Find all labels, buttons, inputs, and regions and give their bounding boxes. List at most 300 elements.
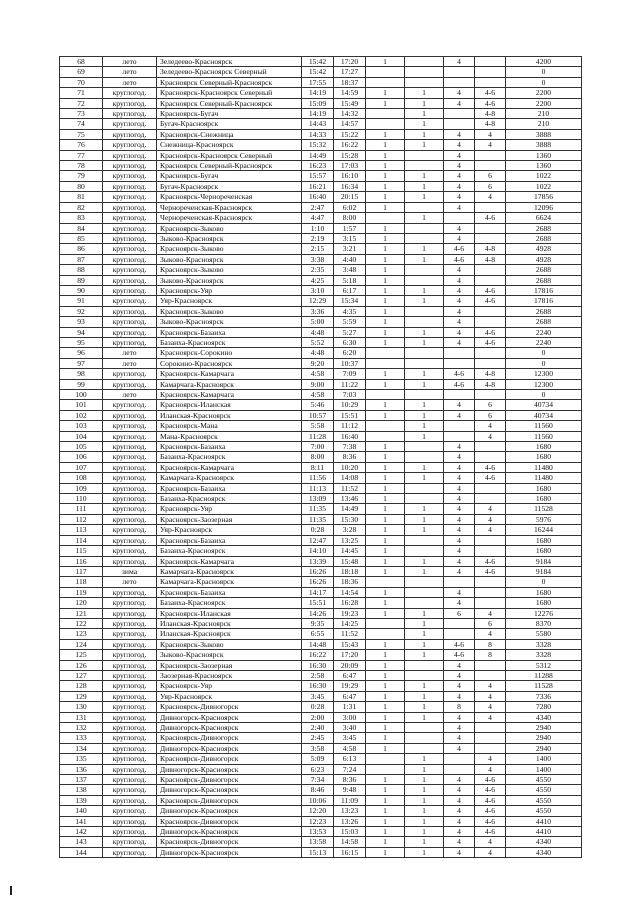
- arrival-time-cell: 3:40: [334, 723, 366, 733]
- table-row: [60, 639, 582, 649]
- arrival-time-cell: 3:45: [334, 733, 366, 743]
- season-cell: круглогод.: [103, 88, 157, 98]
- amount-cell: 7280: [506, 702, 582, 712]
- car-count-a-cell: 4-6: [444, 254, 475, 264]
- flag-b-cell: [405, 670, 444, 680]
- flag-a-cell: 1: [366, 265, 405, 275]
- flag-a-cell: 1: [366, 702, 405, 712]
- flag-a-cell: [366, 119, 405, 129]
- flag-b-cell: 1: [405, 691, 444, 701]
- flag-b-cell: 1: [405, 285, 444, 295]
- arrival-time-cell: 14:49: [334, 504, 366, 514]
- table-row: [60, 629, 582, 639]
- flag-a-cell: 1: [366, 57, 405, 67]
- arrival-time-cell: 3:28: [334, 525, 366, 535]
- departure-time-cell: 1:10: [302, 223, 334, 233]
- car-count-b-cell: 4-6: [475, 566, 506, 576]
- car-count-a-cell: 4: [444, 775, 475, 785]
- table-row: [60, 733, 582, 743]
- departure-time-cell: 5:00: [302, 317, 334, 327]
- route-cell: Красноярск-Камарчага: [157, 556, 302, 566]
- table-row: [60, 192, 582, 202]
- row-number-cell: 70: [60, 77, 103, 87]
- amount-cell: 12276: [506, 608, 582, 618]
- flag-a-cell: 1: [366, 723, 405, 733]
- departure-time-cell: 3:58: [302, 743, 334, 753]
- row-number-cell: 109: [60, 483, 103, 493]
- row-number-cell: 78: [60, 161, 103, 171]
- amount-cell: 1680: [506, 494, 582, 504]
- season-cell: круглогод.: [103, 639, 157, 649]
- departure-time-cell: 9:00: [302, 379, 334, 389]
- flag-b-cell: [405, 598, 444, 608]
- arrival-time-cell: 13:26: [334, 816, 366, 826]
- flag-b-cell: 1: [405, 806, 444, 816]
- flag-a-cell: 1: [366, 514, 405, 524]
- departure-time-cell: 9:20: [302, 358, 334, 368]
- table-row: [60, 618, 582, 628]
- car-count-b-cell: [475, 57, 506, 67]
- flag-a-cell: 1: [366, 337, 405, 347]
- season-cell: круглогод.: [103, 400, 157, 410]
- route-cell: Дивногорск-Красноярск: [157, 743, 302, 753]
- arrival-time-cell: 16:22: [334, 140, 366, 150]
- flag-b-cell: 1: [405, 369, 444, 379]
- flag-a-cell: 1: [366, 712, 405, 722]
- route-cell: Базаиха-Красноярск: [157, 546, 302, 556]
- season-cell: круглогод.: [103, 816, 157, 826]
- car-count-b-cell: 4-6: [475, 775, 506, 785]
- row-number-cell: 121: [60, 608, 103, 618]
- table-row: [60, 670, 582, 680]
- table-row: [60, 233, 582, 243]
- flag-a-cell: 1: [366, 317, 405, 327]
- flag-a-cell: [366, 764, 405, 774]
- season-cell: круглогод.: [103, 629, 157, 639]
- route-cell: Красноярск-Дивногорск: [157, 837, 302, 847]
- row-number-cell: 71: [60, 88, 103, 98]
- car-count-a-cell: 4: [444, 566, 475, 576]
- table-row: [60, 598, 582, 608]
- table-row: [60, 129, 582, 139]
- table-row: [60, 681, 582, 691]
- flag-b-cell: 1: [405, 296, 444, 306]
- departure-time-cell: 14:10: [302, 546, 334, 556]
- arrival-time-cell: 20:09: [334, 660, 366, 670]
- car-count-a-cell: [444, 431, 475, 441]
- departure-time-cell: 4:48: [302, 327, 334, 337]
- car-count-b-cell: [475, 598, 506, 608]
- season-cell: круглогод.: [103, 670, 157, 680]
- table-row: [60, 337, 582, 347]
- route-cell: Красноярск-Мана: [157, 421, 302, 431]
- season-cell: круглогод.: [103, 483, 157, 493]
- departure-time-cell: 4:48: [302, 348, 334, 358]
- departure-time-cell: 16:22: [302, 650, 334, 660]
- route-cell: Дивногорск-Красноярск: [157, 723, 302, 733]
- row-number-cell: 130: [60, 702, 103, 712]
- season-cell: круглогод.: [103, 546, 157, 556]
- amount-cell: 6624: [506, 213, 582, 223]
- departure-time-cell: 2:00: [302, 712, 334, 722]
- car-count-b-cell: [475, 452, 506, 462]
- amount-cell: 4410: [506, 827, 582, 837]
- flag-a-cell: 1: [366, 827, 405, 837]
- season-cell: круглогод.: [103, 785, 157, 795]
- car-count-a-cell: 4: [444, 192, 475, 202]
- departure-time-cell: 9:35: [302, 618, 334, 628]
- amount-cell: 0: [506, 358, 582, 368]
- table-row: [60, 827, 582, 837]
- car-count-b-cell: 4-6: [475, 827, 506, 837]
- departure-time-cell: 7:00: [302, 442, 334, 452]
- table-row: [60, 535, 582, 545]
- season-cell: круглогод.: [103, 109, 157, 119]
- flag-b-cell: [405, 306, 444, 316]
- car-count-b-cell: [475, 535, 506, 545]
- flag-a-cell: 1: [366, 306, 405, 316]
- car-count-b-cell: 4-6: [475, 556, 506, 566]
- season-cell: круглогод.: [103, 233, 157, 243]
- car-count-a-cell: 4: [444, 98, 475, 108]
- arrival-time-cell: 11:52: [334, 483, 366, 493]
- amount-cell: 1360: [506, 161, 582, 171]
- row-number-cell: 144: [60, 847, 103, 857]
- table-row: [60, 379, 582, 389]
- car-count-b-cell: 4: [475, 421, 506, 431]
- departure-time-cell: 16:23: [302, 161, 334, 171]
- flag-b-cell: 1: [405, 650, 444, 660]
- departure-time-cell: 13:58: [302, 837, 334, 847]
- season-cell: круглогод.: [103, 171, 157, 181]
- flag-b-cell: [405, 723, 444, 733]
- amount-cell: 1022: [506, 181, 582, 191]
- amount-cell: 7336: [506, 691, 582, 701]
- amount-cell: 11560: [506, 431, 582, 441]
- row-number-cell: 102: [60, 410, 103, 420]
- route-cell: Уяр-Красноярск: [157, 525, 302, 535]
- arrival-time-cell: 1:57: [334, 223, 366, 233]
- flag-a-cell: 1: [366, 775, 405, 785]
- amount-cell: 17816: [506, 285, 582, 295]
- flag-b-cell: 1: [405, 556, 444, 566]
- car-count-b-cell: [475, 670, 506, 680]
- arrival-time-cell: 14:08: [334, 473, 366, 483]
- car-count-a-cell: 4: [444, 171, 475, 181]
- flag-b-cell: [405, 202, 444, 212]
- amount-cell: 4340: [506, 837, 582, 847]
- car-count-b-cell: 4-6: [475, 462, 506, 472]
- route-cell: Красноярск-Бугач: [157, 109, 302, 119]
- table-row: [60, 213, 582, 223]
- car-count-a-cell: 4: [444, 681, 475, 691]
- flag-a-cell: 1: [366, 442, 405, 452]
- flag-a-cell: 1: [366, 327, 405, 337]
- row-number-cell: 104: [60, 431, 103, 441]
- arrival-time-cell: 4:35: [334, 306, 366, 316]
- flag-a-cell: [366, 421, 405, 431]
- car-count-a-cell: 4: [444, 317, 475, 327]
- arrival-time-cell: 16:28: [334, 598, 366, 608]
- flag-b-cell: 1: [405, 785, 444, 795]
- car-count-b-cell: [475, 358, 506, 368]
- arrival-time-cell: 13:23: [334, 806, 366, 816]
- arrival-time-cell: 5:59: [334, 317, 366, 327]
- car-count-b-cell: 4: [475, 608, 506, 618]
- arrival-time-cell: 5:27: [334, 327, 366, 337]
- arrival-time-cell: 14:54: [334, 587, 366, 597]
- row-number-cell: 114: [60, 535, 103, 545]
- table-row: [60, 358, 582, 368]
- route-cell: Дивногорск-Красноярск: [157, 764, 302, 774]
- amount-cell: 1400: [506, 754, 582, 764]
- table-row: [60, 140, 582, 150]
- car-count-b-cell: 4-6: [475, 98, 506, 108]
- season-cell: круглогод.: [103, 462, 157, 472]
- row-number-cell: 90: [60, 285, 103, 295]
- route-cell: Красноярск Северный-Красноярск: [157, 77, 302, 87]
- flag-b-cell: [405, 77, 444, 87]
- row-number-cell: 124: [60, 639, 103, 649]
- table-row: [60, 88, 582, 98]
- amount-cell: 1680: [506, 546, 582, 556]
- flag-b-cell: [405, 265, 444, 275]
- arrival-time-cell: 5:18: [334, 275, 366, 285]
- route-cell: Иланская-Красноярск: [157, 629, 302, 639]
- departure-time-cell: 11:13: [302, 483, 334, 493]
- flag-a-cell: 1: [366, 161, 405, 171]
- season-cell: круглогод.: [103, 431, 157, 441]
- row-number-cell: 94: [60, 327, 103, 337]
- season-cell: круглогод.: [103, 618, 157, 628]
- car-count-a-cell: 4-6: [444, 379, 475, 389]
- amount-cell: 4928: [506, 244, 582, 254]
- route-cell: Красноярск Северный-Красноярск: [157, 98, 302, 108]
- season-cell: круглогод.: [103, 681, 157, 691]
- flag-b-cell: 1: [405, 192, 444, 202]
- route-cell: Красноярск-Сорокино: [157, 348, 302, 358]
- season-cell: круглогод.: [103, 337, 157, 347]
- arrival-time-cell: 15:03: [334, 827, 366, 837]
- route-cell: Красноярск-Бугач: [157, 171, 302, 181]
- departure-time-cell: 2:40: [302, 723, 334, 733]
- car-count-a-cell: 4: [444, 275, 475, 285]
- departure-time-cell: 14:33: [302, 129, 334, 139]
- table-row: [60, 410, 582, 420]
- row-number-cell: 118: [60, 577, 103, 587]
- row-number-cell: 123: [60, 629, 103, 639]
- car-count-b-cell: 4-6: [475, 327, 506, 337]
- car-count-a-cell: 4: [444, 723, 475, 733]
- route-cell: Базаиха-Красноярск: [157, 494, 302, 504]
- table-row: [60, 723, 582, 733]
- flag-b-cell: 1: [405, 244, 444, 254]
- arrival-time-cell: 20:15: [334, 192, 366, 202]
- route-cell: Зыково-Красноярск: [157, 254, 302, 264]
- route-cell: Дивногорск-Красноярск: [157, 827, 302, 837]
- amount-cell: 2240: [506, 337, 582, 347]
- season-cell: круглогод.: [103, 494, 157, 504]
- route-cell: Красноярск-Иланская: [157, 400, 302, 410]
- route-cell: Красноярск-Заозерная: [157, 660, 302, 670]
- row-number-cell: 133: [60, 733, 103, 743]
- flag-b-cell: 1: [405, 525, 444, 535]
- table-row: [60, 109, 582, 119]
- departure-time-cell: 0:28: [302, 525, 334, 535]
- amount-cell: 12300: [506, 379, 582, 389]
- route-cell: Красноярск-Дивногорск: [157, 816, 302, 826]
- route-cell: Красноярск-Красноярск Северный: [157, 150, 302, 160]
- car-count-b-cell: 4-6: [475, 816, 506, 826]
- amount-cell: 2940: [506, 743, 582, 753]
- car-count-a-cell: 4: [444, 265, 475, 275]
- flag-a-cell: 1: [366, 546, 405, 556]
- departure-time-cell: 12:47: [302, 535, 334, 545]
- row-number-cell: 89: [60, 275, 103, 285]
- departure-time-cell: 2:19: [302, 233, 334, 243]
- season-cell: круглогод.: [103, 847, 157, 857]
- flag-b-cell: [405, 587, 444, 597]
- arrival-time-cell: 3:00: [334, 712, 366, 722]
- car-count-a-cell: 4: [444, 400, 475, 410]
- table-row: [60, 254, 582, 264]
- amount-cell: 16244: [506, 525, 582, 535]
- row-number-cell: 135: [60, 754, 103, 764]
- schedule-table: [59, 56, 582, 858]
- amount-cell: 11528: [506, 504, 582, 514]
- flag-b-cell: 1: [405, 827, 444, 837]
- arrival-time-cell: 16:15: [334, 847, 366, 857]
- arrival-time-cell: 10:29: [334, 400, 366, 410]
- amount-cell: 2688: [506, 265, 582, 275]
- route-cell: Базаиха-Красноярск: [157, 598, 302, 608]
- car-count-b-cell: 8: [475, 639, 506, 649]
- amount-cell: 4550: [506, 775, 582, 785]
- flag-a-cell: 1: [366, 254, 405, 264]
- flag-a-cell: 1: [366, 98, 405, 108]
- amount-cell: 11480: [506, 462, 582, 472]
- car-count-b-cell: 4: [475, 525, 506, 535]
- flag-a-cell: 1: [366, 535, 405, 545]
- table-row: [60, 421, 582, 431]
- flag-b-cell: 1: [405, 795, 444, 805]
- departure-time-cell: 10:06: [302, 795, 334, 805]
- table-row: [60, 837, 582, 847]
- flag-a-cell: 1: [366, 140, 405, 150]
- flag-a-cell: [366, 213, 405, 223]
- row-number-cell: 80: [60, 181, 103, 191]
- flag-a-cell: 1: [366, 639, 405, 649]
- season-cell: круглогод.: [103, 150, 157, 160]
- route-cell: Зеледеево-Красноярск Северный: [157, 67, 302, 77]
- row-number-cell: 84: [60, 223, 103, 233]
- car-count-a-cell: 4: [444, 223, 475, 233]
- table-row: [60, 556, 582, 566]
- row-number-cell: 77: [60, 150, 103, 160]
- amount-cell: 1680: [506, 442, 582, 452]
- flag-a-cell: 1: [366, 202, 405, 212]
- departure-time-cell: 11:35: [302, 514, 334, 524]
- table-row: [60, 171, 582, 181]
- departure-time-cell: 4:25: [302, 275, 334, 285]
- car-count-b-cell: 4-8: [475, 244, 506, 254]
- table-row: [60, 754, 582, 764]
- amount-cell: 5976: [506, 514, 582, 524]
- route-cell: Снежница-Красноярск: [157, 140, 302, 150]
- car-count-a-cell: 4: [444, 337, 475, 347]
- row-number-cell: 96: [60, 348, 103, 358]
- flag-b-cell: [405, 743, 444, 753]
- flag-a-cell: 1: [366, 400, 405, 410]
- arrival-time-cell: 10:20: [334, 462, 366, 472]
- flag-a-cell: 1: [366, 494, 405, 504]
- flag-a-cell: 1: [366, 379, 405, 389]
- flag-a-cell: 1: [366, 129, 405, 139]
- car-count-b-cell: [475, 202, 506, 212]
- departure-time-cell: 5:52: [302, 337, 334, 347]
- amount-cell: 11288: [506, 670, 582, 680]
- row-number-cell: 81: [60, 192, 103, 202]
- season-cell: круглогод.: [103, 244, 157, 254]
- table-row: [60, 473, 582, 483]
- arrival-time-cell: 9:48: [334, 785, 366, 795]
- flag-a-cell: 1: [366, 681, 405, 691]
- amount-cell: 8370: [506, 618, 582, 628]
- season-cell: круглогод.: [103, 192, 157, 202]
- flag-a-cell: 1: [366, 525, 405, 535]
- flag-a-cell: 1: [366, 847, 405, 857]
- car-count-a-cell: 4: [444, 483, 475, 493]
- route-cell: Красноярск-Снежница: [157, 129, 302, 139]
- flag-b-cell: 1: [405, 119, 444, 129]
- table-row: [60, 650, 582, 660]
- amount-cell: 4550: [506, 806, 582, 816]
- flag-a-cell: [366, 754, 405, 764]
- car-count-a-cell: [444, 754, 475, 764]
- car-count-b-cell: 4: [475, 192, 506, 202]
- car-count-b-cell: [475, 223, 506, 233]
- amount-cell: 0: [506, 577, 582, 587]
- season-cell: круглогод.: [103, 421, 157, 431]
- row-number-cell: 116: [60, 556, 103, 566]
- departure-time-cell: 16:40: [302, 192, 334, 202]
- departure-time-cell: 12:23: [302, 816, 334, 826]
- table-row: [60, 161, 582, 171]
- flag-a-cell: 1: [366, 410, 405, 420]
- departure-time-cell: 14:26: [302, 608, 334, 618]
- car-count-a-cell: 8: [444, 702, 475, 712]
- amount-cell: 1680: [506, 483, 582, 493]
- arrival-time-cell: 18:18: [334, 566, 366, 576]
- season-cell: лето: [103, 358, 157, 368]
- car-count-b-cell: 4: [475, 847, 506, 857]
- amount-cell: 2688: [506, 223, 582, 233]
- departure-time-cell: 13:39: [302, 556, 334, 566]
- flag-b-cell: [405, 660, 444, 670]
- row-number-cell: 87: [60, 254, 103, 264]
- flag-b-cell: 1: [405, 213, 444, 223]
- arrival-time-cell: 7:24: [334, 764, 366, 774]
- departure-time-cell: 16:21: [302, 181, 334, 191]
- table-row: [60, 525, 582, 535]
- flag-a-cell: 1: [366, 369, 405, 379]
- season-cell: круглогод.: [103, 733, 157, 743]
- departure-time-cell: 11:35: [302, 504, 334, 514]
- table-row: [60, 431, 582, 441]
- car-count-a-cell: 4: [444, 691, 475, 701]
- flag-a-cell: [366, 67, 405, 77]
- row-number-cell: 79: [60, 171, 103, 181]
